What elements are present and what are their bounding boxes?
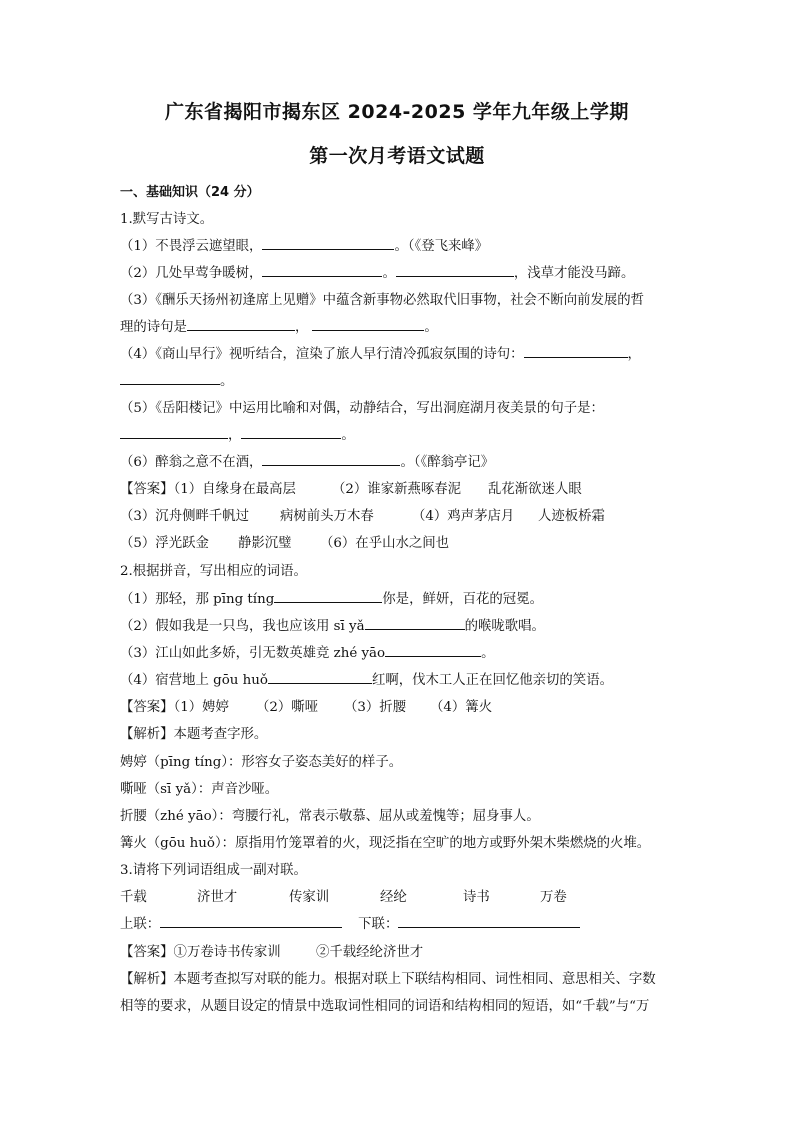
answer-blank (241, 426, 341, 439)
answer-text: 病树前头万木春 (280, 509, 374, 524)
q1-item-1-source: 。（《登飞来峰》 (394, 239, 489, 254)
answer-blank (268, 671, 372, 684)
page-subtitle: 第一次月考语文试题 (309, 145, 485, 167)
q1-item-2-tail: ，浅草才能没马蹄。 (513, 266, 635, 281)
lower-couplet-label: 下联： (358, 917, 399, 932)
q1-item-5-end: 。 (341, 428, 355, 443)
word-item: 传家训 (289, 890, 330, 905)
q1-item-3-end: 。 (424, 320, 438, 335)
q1-item-5: （5）《岳阳楼记》中运用比喻和对偶，动静结合，写出洞庭湖月夜美景的句子是： (120, 401, 604, 416)
answer-blank (385, 644, 481, 657)
q1-item-3: （3）《酬乐天扬州初逢席上见赠》中蕴含新事物必然取代旧事物，社会不断向前发展的哲 (120, 293, 645, 308)
answer-blank (120, 426, 228, 439)
answer-text: （3）折腰 (344, 700, 407, 715)
q1-item-2-text: （2）几处早莺争暖树， (120, 266, 263, 281)
q1-item-1 (120, 235, 488, 254)
q2-item-4-tail: 红啊，伐木工人正在回忆他亲切的笑语。 (371, 673, 613, 688)
q1-item-6-source: 。（《醉翁亭记》 (400, 455, 495, 470)
q2-item-2-text: （2）假如我是一只鸟，我也应该用 sī yǎ (120, 619, 365, 634)
word-item: 千载 (120, 890, 147, 905)
q2-definition-2: 嘶哑（sī yǎ）：声音沙哑。 (120, 782, 279, 797)
answer-text: （2）嘶哑 (256, 700, 319, 715)
answer-text: （5）浮光跃金 (120, 536, 209, 551)
answer-text: （3）沉舟侧畔千帆过 (120, 509, 250, 524)
q3-couplet-blanks (120, 913, 580, 932)
q1-item-4-sep: ， (627, 347, 641, 362)
q1-item-2 (120, 262, 634, 281)
q2-item-3-text: （3）江山如此多娇，引无数英雄竞 zhé yāo (120, 646, 386, 661)
q1-item-5-sep: ， (228, 428, 242, 443)
q2-item-2 (120, 615, 545, 634)
q3-analysis-2: 相等的要求，从题目设定的情景中选取词性相同的词语和结构相同的短语，如“千载”与“万 (120, 999, 650, 1014)
q2-definition-4: 篝火（gōu huǒ）：原指用竹笼罩着的火，现泛指在空旷的地方或野外架木柴燃烧的火堆。 (120, 836, 651, 851)
q2-item-1-text: （1）那轻，那 pīng tíng (120, 592, 275, 607)
word-item: 诗书 (463, 890, 490, 905)
answer-text: （4）鸡声茅店月 (412, 509, 515, 524)
answer-text: （2）谁家新燕啄春泥 (332, 482, 462, 497)
q1-item-5-cont (120, 424, 355, 443)
section-heading: 一、基础知识（24 分） (120, 185, 260, 200)
lower-couplet-blank (398, 915, 580, 928)
question-3-heading: 3.请将下列词语组成一副对联。 (120, 863, 307, 878)
word-item: 经纶 (380, 890, 407, 905)
question-2-heading: 2.根据拼音，写出相应的词语。 (120, 564, 307, 579)
question-1-heading: 1.默写古诗文。 (120, 212, 214, 227)
q1-item-4-cont (120, 370, 233, 389)
word-item: 万卷 (540, 890, 567, 905)
answer-blank (312, 318, 424, 331)
q2-item-1 (120, 588, 543, 607)
q1-item-6-text: （6）醉翁之意不在酒， (120, 455, 263, 470)
q2-definition-3: 折腰（zhé yāo）：弯腰行礼，常表示敬慕、屈从或羞愧等；屈身事人。 (120, 809, 540, 824)
upper-couplet-blank (160, 915, 342, 928)
q1-item-6 (120, 451, 494, 470)
answer-blank (262, 264, 382, 277)
q3-word-list (120, 886, 567, 905)
answer-text: 【答案】①万卷诗书传家训 (120, 945, 281, 960)
q2-definition-1: 娉婷（pīng tíng）：形容女子姿态美好的样子。 (120, 755, 403, 770)
q1-item-3-sep: ， (294, 320, 309, 335)
answer-text: 静影沉璧 (238, 536, 292, 551)
answer-text: 乱花渐欲迷人眼 (488, 482, 582, 497)
q2-item-3 (120, 642, 495, 661)
answer-blank (274, 590, 382, 603)
q1-item-3-cont (120, 316, 438, 335)
q1-item-4 (120, 343, 641, 362)
answer-text: （4）篝火 (430, 700, 493, 715)
answer-blank (524, 345, 628, 358)
q2-item-1-tail: 你是，鲜妍，百花的冠冕。 (382, 592, 543, 607)
q2-item-2-tail: 的喉咙歌唱。 (464, 619, 545, 634)
answer-text: 【答案】（1）娉婷 (120, 700, 229, 715)
upper-couplet-label: 上联： (120, 917, 161, 932)
answer-text: ②千载经纶济世才 (316, 945, 424, 960)
q1-item-1-text: （1）不畏浮云遮望眼， (120, 239, 263, 254)
answer-blank (262, 237, 394, 250)
q2-item-4 (120, 669, 613, 688)
page-title: 广东省揭阳市揭东区 2024-2025 学年九年级上学期 (165, 101, 629, 123)
answer-text: （6）在乎山水之间也 (320, 536, 450, 551)
q2-answer (120, 696, 492, 715)
answer-blank (187, 318, 295, 331)
q3-answer (120, 941, 423, 960)
q1-item-3-lead: 理的诗句是 (120, 320, 187, 335)
answer-blank (120, 372, 220, 385)
q3-analysis-1: 【解析】本题考查拟写对联的能力。根据对联上下联结构相同、词性相同、意思相关、字数 (120, 972, 656, 987)
q1-item-4-end: 。 (220, 374, 234, 389)
q2-item-4-text: （4）宿营地上 gōu huǒ (120, 673, 268, 688)
answer-text: 【答案】（1）自缘身在最高层 (120, 482, 296, 497)
answer-blank (396, 264, 514, 277)
answer-blank (262, 453, 400, 466)
q1-answer-line-2 (120, 505, 605, 524)
q2-analysis: 【解析】本题考查字形。 (120, 727, 268, 742)
answer-blank (365, 617, 465, 630)
q1-item-2-sep: 。 (382, 266, 396, 281)
q1-answer-line-1 (120, 478, 582, 497)
q1-answer-line-3 (120, 532, 449, 551)
answer-text: 人迹板桥霜 (538, 509, 605, 524)
q1-item-4-text: （4）《商山早行》视听结合，渲染了旅人早行清冷孤寂氛围的诗句： (120, 347, 524, 362)
word-item: 济世才 (197, 890, 238, 905)
q2-item-3-end: 。 (481, 646, 495, 661)
